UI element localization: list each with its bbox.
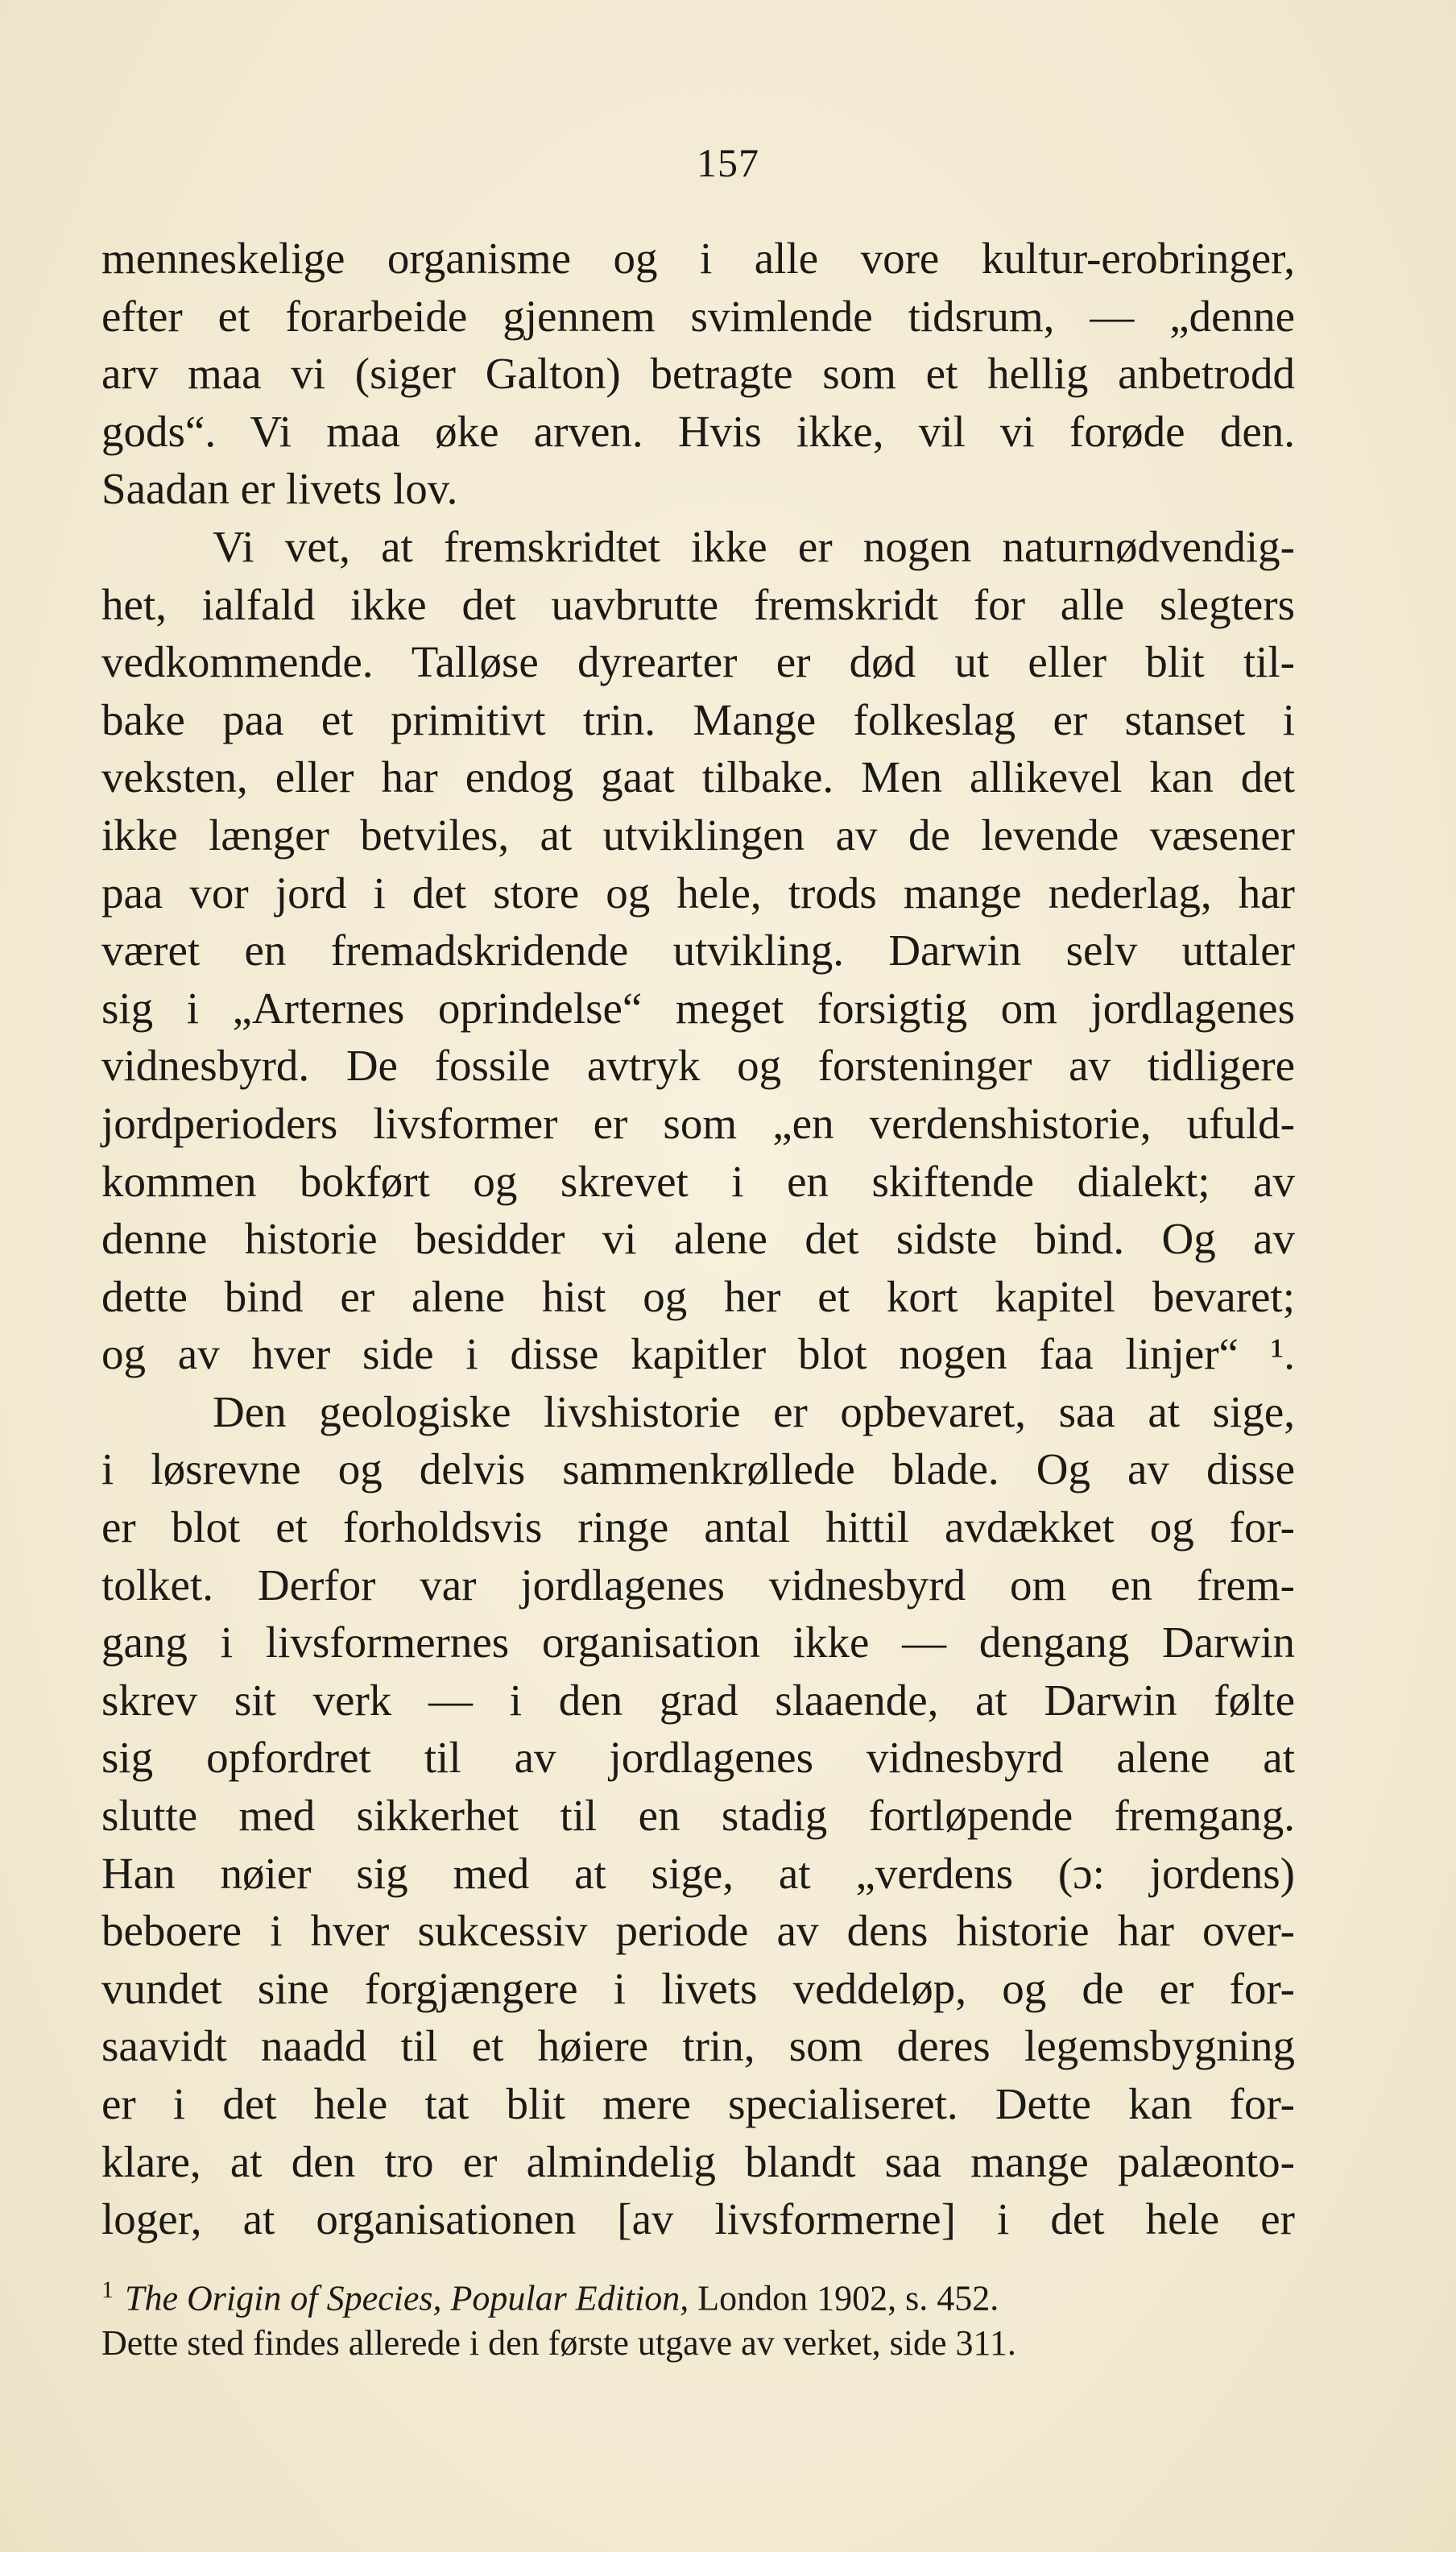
text-line: jordperioders livsformer er som „en verdenshistorie, ufuld- — [101, 1098, 1295, 1148]
footnote — [101, 2264, 1295, 2370]
text-line: menneskelige organisme og i alle vore kultur-erobringer, — [101, 234, 1295, 283]
text-line: sig opfordret til av jordlagenes vidnesbyrd alene at — [101, 1733, 1295, 1783]
text-line: veksten, eller har endog gaat tilbake. Men allikevel kan det — [101, 752, 1295, 802]
text-line: bake paa et primitivt trin. Mange folkeslag er stanset i — [101, 694, 1295, 744]
text-line: Han nøier sig med at sige, at „verdens (ɔ: jordens) — [101, 1848, 1295, 1898]
text-line: Den geologiske livshistorie er opbevaret, saa at sige, — [213, 1386, 1295, 1436]
page-number: 157 — [697, 140, 759, 185]
text-line: Saadan er livets lov. — [101, 464, 458, 514]
text-line: klare, at den tro er almindelig blandt saa mange palæonto- — [101, 2136, 1295, 2186]
text-line: loger, at organisationen [av livsformerne] i det hele er — [101, 2194, 1295, 2244]
text-line: vidnesbyrd. De fossile avtryk og forsteninger av tidligere — [101, 1041, 1295, 1091]
text-line: het, ialfald ikke det uavbrutte fremskridt for alle slegters — [101, 579, 1295, 629]
text-line: gods“. Vi maa øke arven. Hvis ikke, vil vi forøde den. — [101, 406, 1295, 456]
footnote-marker: 1 — [101, 2276, 114, 2303]
text-line: paa vor jord i det store og hele, trods mange nederlag, har — [101, 868, 1295, 918]
text-line: Vi vet, at fremskridtet ikke er nogen naturnødvendig- — [213, 521, 1295, 571]
text-line: vedkommende. Talløse dyrearter er død ut eller blit til- — [101, 637, 1295, 687]
text-line: er blot et forholdsvis ringe antal hittil avdækket og for- — [101, 1502, 1295, 1552]
text-line: efter et forarbeide gjennem svimlende tidsrum, — „denne — [101, 291, 1295, 341]
text-line: tolket. Derfor var jordlagenes vidnesbyrd om en frem- — [101, 1560, 1295, 1610]
text-line: sig i „Arternes oprindelse“ meget forsigtig om jordlagenes — [101, 983, 1295, 1033]
text-line: vundet sine forgjængere i livets veddeløp, og de er for- — [101, 1963, 1295, 2013]
text-line: skrev sit verk — i den grad slaaende, at Darwin følte — [101, 1675, 1295, 1725]
text-line: er i det hele tat blit mere specialiseret. Dette kan for- — [101, 2079, 1295, 2128]
text-line: slutte med sikkerhet til en stadig fortløpende fremgang. — [101, 1791, 1295, 1841]
footnote-citation: London 1902, s. 452. — [689, 2278, 999, 2318]
footnote-title: The Origin of Species, Popular Edition, — [125, 2278, 689, 2318]
text-line: denne historie besidder vi alene det sidste bind. Og av — [101, 1214, 1295, 1264]
text-line: beboere i hver sukcessiv periode av dens historie har over- — [101, 1906, 1295, 1956]
text-line: kommen bokført og skrevet i en skiftende dialekt; av — [101, 1156, 1295, 1206]
text-line: dette bind er alene hist og her et kort kapitel bevaret; — [101, 1271, 1295, 1321]
footnote-line-1 — [101, 2264, 1295, 2317]
body-text — [101, 230, 1295, 2248]
footnote-line-2: Dette sted findes allerede i den første utgave av verket, side 311. — [101, 2323, 1016, 2363]
text-line: ikke længer betviles, at utviklingen av de levende væsener — [101, 810, 1295, 860]
text-line: gang i livsformernes organisation ikke — dengang Darwin — [101, 1618, 1295, 1668]
text-line: været en fremadskridende utvikling. Darwin selv uttaler — [101, 926, 1295, 976]
text-line: i løsrevne og delvis sammenkrøllede blade. Og av disse — [101, 1444, 1295, 1494]
text-line: saavidt naadd til et høiere trin, som deres legemsbygning — [101, 2021, 1295, 2071]
text-line: arv maa vi (siger Galton) betragte som et hellig anbetrodd — [101, 349, 1295, 399]
text-line: og av hver side i disse kapitler blot nogen faa linjer“ ¹. — [101, 1329, 1295, 1379]
